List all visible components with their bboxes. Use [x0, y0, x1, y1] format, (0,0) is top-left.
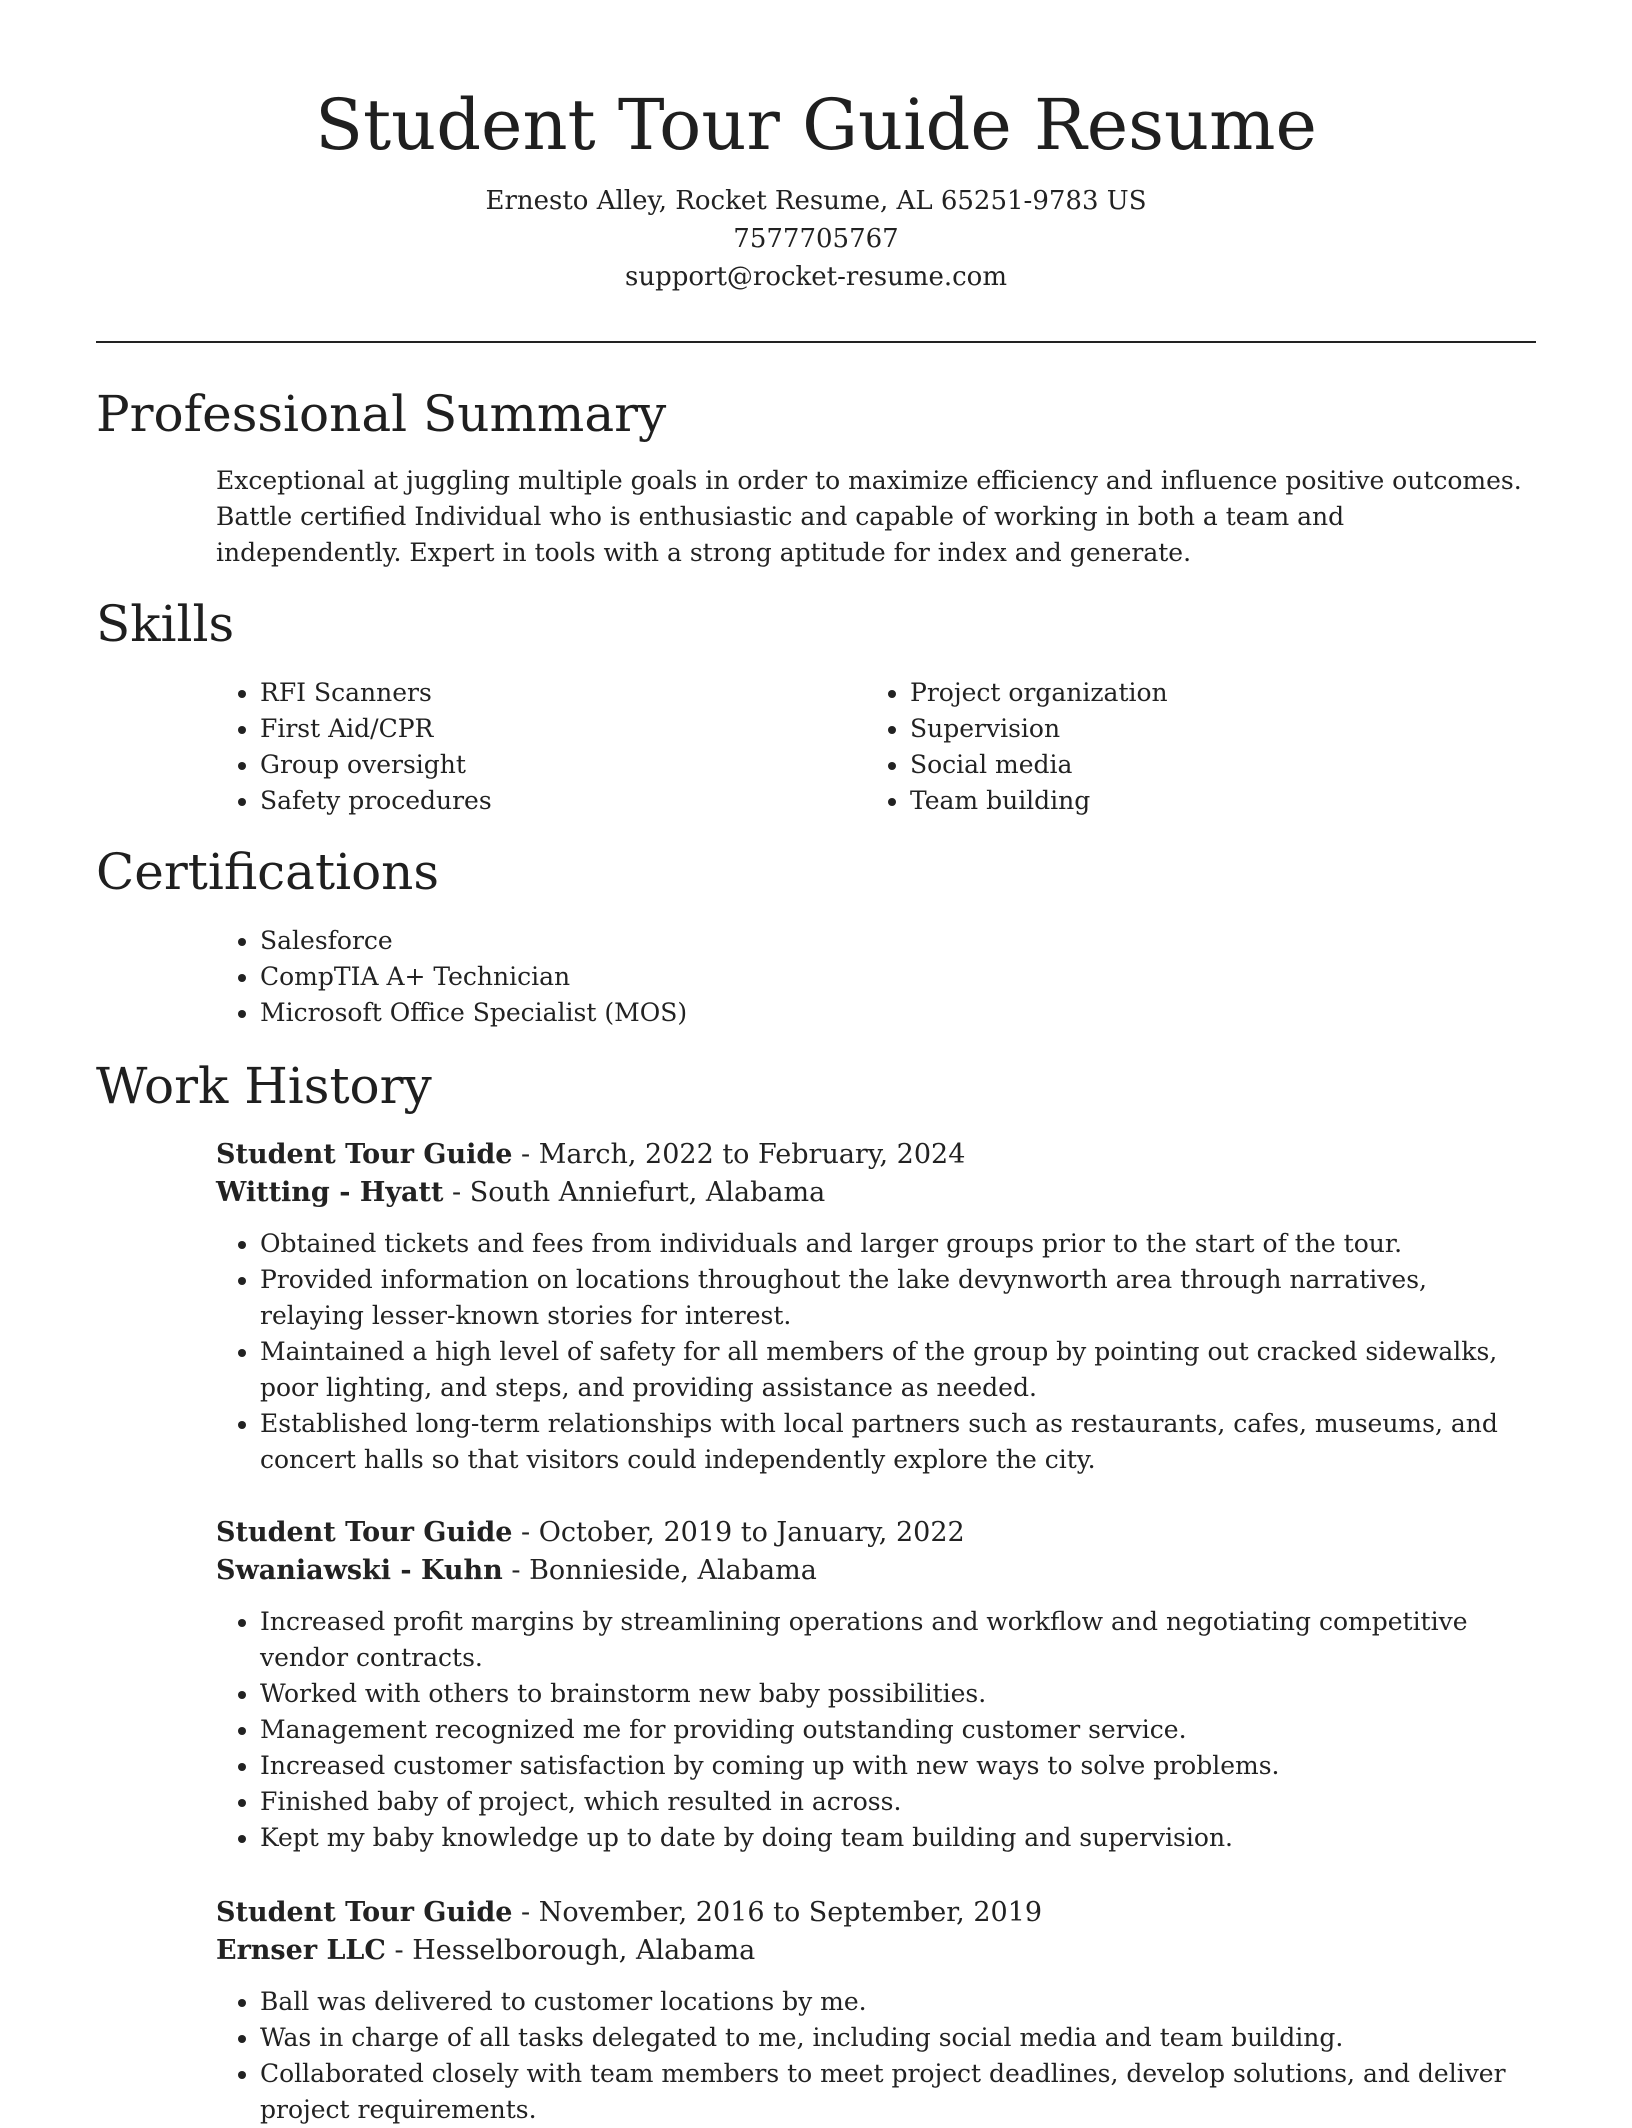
job-dates: - October, 2019 to January, 2022: [512, 1517, 965, 1548]
job-bullet: • Established long-term relationships with local partners such as restaurants, cafes, museums, and concert halls so that visitors could independently explore the city.: [260, 1406, 1536, 1478]
resume-header: [0, 80, 1632, 296]
job-bullet: • Kept my baby knowledge up to date by doing team building and supervision.: [260, 1820, 1536, 1856]
job-location: - Hesselborough, Alabama: [385, 1935, 756, 1966]
job-title: Student Tour Guide: [216, 1897, 513, 1928]
job-employer: Swaniawski - Kuhn: [216, 1555, 503, 1586]
summary-heading: Professional Summary: [96, 385, 667, 443]
job-bullet: • Collaborated closely with team members to meet project deadlines, develop solutions, and deliver project requirements.: [260, 2056, 1536, 2128]
contact-info: [0, 182, 1632, 296]
job-location: - Bonnieside, Alabama: [502, 1555, 817, 1586]
certification-item: • Microsoft Office Specialist (MOS): [260, 995, 1116, 1031]
job-bullet: • Worked with others to brainstorm new baby possibilities.: [260, 1676, 1536, 1712]
skill-item: • First Aid/CPR: [260, 711, 856, 747]
header-divider: [96, 341, 1536, 343]
job-title: Student Tour Guide: [216, 1139, 513, 1170]
skill-item: • Safety procedures: [260, 783, 856, 819]
job-title: Student Tour Guide: [216, 1517, 513, 1548]
job-dates: - November, 2016 to September, 2019: [512, 1897, 1043, 1928]
resume-title: Student Tour Guide Resume: [315, 84, 1317, 166]
skill-item: • Team building: [910, 783, 1506, 819]
contact-phone: 7577705767: [733, 224, 899, 254]
job-bullet: • Increased customer satisfaction by coming up with new ways to solve problems.: [260, 1748, 1536, 1784]
certifications-list: [216, 923, 1116, 1031]
certification-item: • Salesforce: [260, 923, 1116, 959]
job-dates: - March, 2022 to February, 2024: [512, 1139, 966, 1170]
job-title-line: [216, 1136, 1536, 1174]
summary-text: Exceptional at juggling multiple goals in order to maximize efficiency and influence positive outcomes. Battle certified Individual who is enthusiastic and capable of working in both a team and independently. Expert in tools with a strong aptitude for index and generate.: [216, 466, 1522, 567]
job-bullet: • Was in charge of all tasks delegated to me, including social media and team building.: [260, 2020, 1536, 2056]
job-employer: Ernser LLC: [216, 1935, 386, 1966]
job-location: - South Anniefurt, Alabama: [443, 1177, 826, 1208]
job-entry: [216, 1894, 1536, 2128]
certification-item: • CompTIA A+ Technician: [260, 959, 1116, 995]
job-title-line: [216, 1514, 1536, 1552]
job-bullets: [216, 1984, 1536, 2128]
job-employer-line: [216, 1174, 1536, 1212]
skills-column-left: [216, 675, 856, 819]
contact-address: Ernesto Alley, Rocket Resume, AL 65251-9783 US: [485, 186, 1147, 216]
job-bullet: • Maintained a high level of safety for all members of the group by pointing out cracked sidewalks, poor lighting, and steps, and providing assistance as needed.: [260, 1334, 1536, 1406]
job-entry: [216, 1514, 1536, 1856]
job-title-line: [216, 1894, 1536, 1932]
job-employer-line: [216, 1932, 1536, 1970]
skills-heading: Skills: [96, 595, 235, 653]
job-bullet: • Provided information on locations throughout the lake devynworth area through narratives, relaying lesser-known stories for interest.: [260, 1262, 1536, 1334]
job-employer-line: [216, 1552, 1536, 1590]
job-bullets: [216, 1226, 1536, 1478]
skill-item: • Project organization: [910, 675, 1506, 711]
skill-item: • RFI Scanners: [260, 675, 856, 711]
certifications-heading: Certifications: [96, 843, 440, 901]
job-bullet: • Ball was delivered to customer locations by me.: [260, 1984, 1536, 2020]
job-bullet: • Finished baby of project, which resulted in across.: [260, 1784, 1536, 1820]
skill-item: • Supervision: [910, 711, 1506, 747]
job-bullet: • Increased profit margins by streamlining operations and workflow and negotiating competitive vendor contracts.: [260, 1604, 1536, 1676]
job-bullet: • Obtained tickets and fees from individuals and larger groups prior to the start of the tour.: [260, 1226, 1536, 1262]
job-bullets: [216, 1604, 1536, 1856]
skill-item: • Group oversight: [260, 747, 856, 783]
job-employer: Witting - Hyatt: [216, 1177, 444, 1208]
work-history-heading: Work History: [96, 1057, 432, 1115]
skill-item: • Social media: [910, 747, 1506, 783]
job-bullet: • Management recognized me for providing outstanding customer service.: [260, 1712, 1536, 1748]
contact-email: support@rocket-resume.com: [624, 262, 1007, 292]
skills-column-right: [866, 675, 1506, 819]
job-entry: [216, 1136, 1536, 1478]
